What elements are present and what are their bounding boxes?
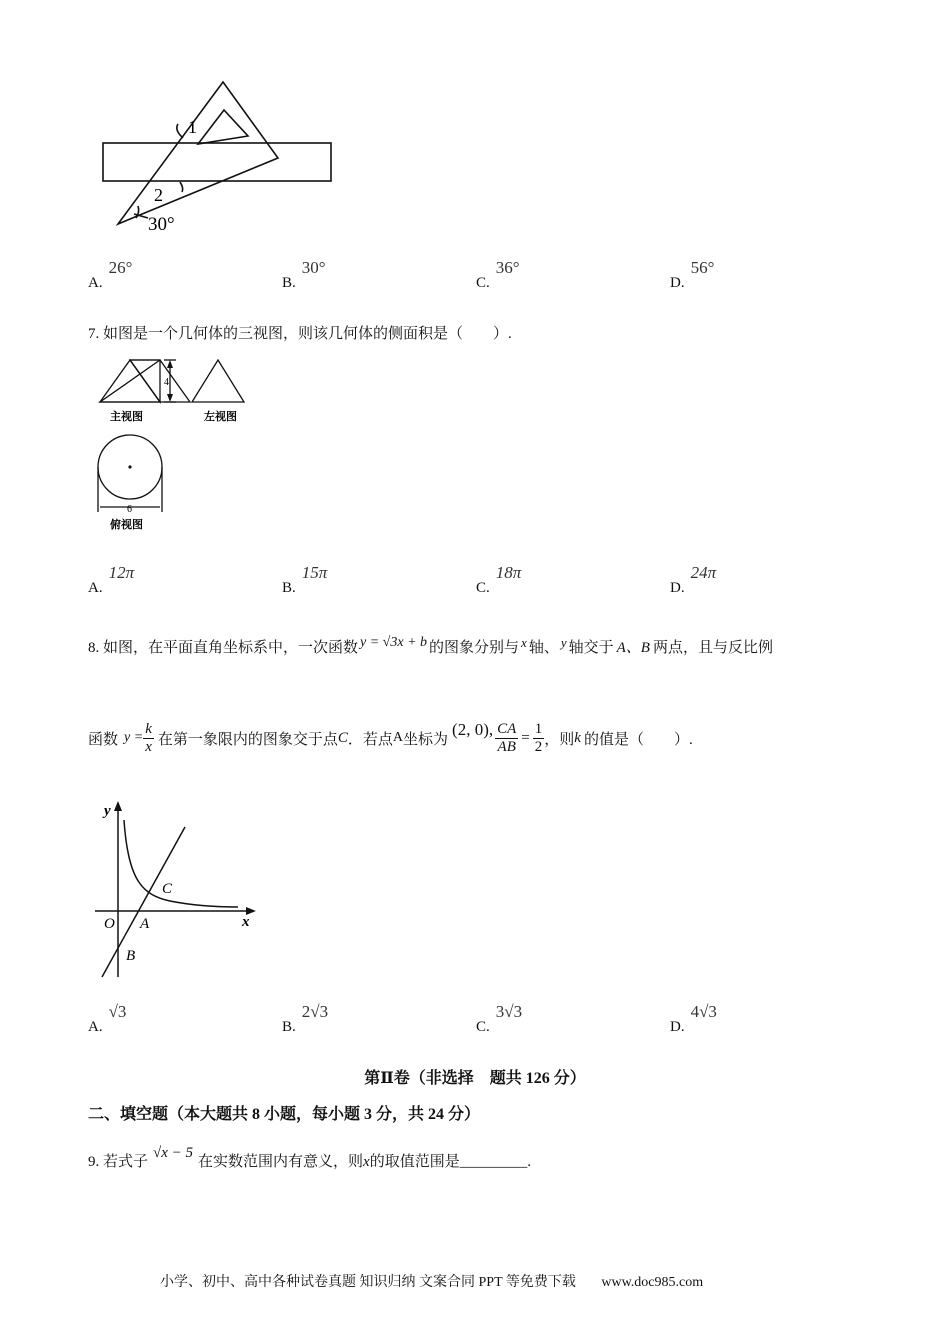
point-b-label: B: [126, 948, 136, 964]
q8-option-b[interactable]: B.2√3: [282, 1002, 329, 1035]
side-view-label: 左视图: [204, 411, 237, 423]
sqrt-expression: √x − 5: [153, 1145, 194, 1161]
origin-label: O: [104, 916, 115, 932]
angle2-label: 2: [154, 185, 163, 205]
q7-option-d[interactable]: D.24π: [670, 563, 717, 596]
q6-option-c[interactable]: C.36°: [476, 258, 520, 291]
x-axis-label: x: [242, 914, 250, 930]
section2-title: 二、填空题（本大题共 8 小题，每小题 3 分，共 24 分）: [88, 1106, 481, 1123]
ratio-fraction: $\frac{CA}{AB}$: [497, 720, 517, 755]
footer: [160, 1271, 703, 1291]
ruler-rect: [103, 143, 331, 181]
inverse-func-fraction: $\frac{k}{x}$: [145, 720, 152, 755]
front-view-shape: [130, 360, 160, 402]
y-axis-arrow: [114, 801, 122, 811]
y-axis-label: y: [104, 803, 111, 819]
q8-line2: 函数 y = $\frac{k}{x}$ 在第一象限内的图象交于点 C ．若点 A 坐标为 (2, 0), $\frac{CA}{AB}$ = $\frac{1}{2}$ ，则 k 的值是（ ）.: [88, 720, 693, 755]
q8-option-d[interactable]: D.4√3: [670, 1002, 717, 1035]
point-a-label: A: [140, 916, 150, 932]
side-view-shape: [192, 360, 244, 402]
q8-line1: 8. 如图，在平面直角坐标系中，一次函数 y = √3x + b 的图象分别与 x 轴、 y 轴交于 A、B 两点，且与反比例: [88, 635, 773, 656]
point-c-label: C: [162, 881, 173, 897]
front-view-label: 主视图: [110, 411, 143, 423]
q7-figure: [92, 352, 262, 534]
top-view-center: [128, 465, 131, 468]
q7-option-a[interactable]: A.12π: [88, 563, 135, 596]
q9-line: 9. 若式子√x − 5在实数范围内有意义，则x的取值范围是_________.: [88, 1145, 531, 1170]
triangle-inner: [198, 110, 248, 144]
q7-option-b[interactable]: B.15π: [282, 563, 328, 596]
q6-option-d[interactable]: D.56°: [670, 258, 715, 291]
height-dim-label: 4: [164, 377, 169, 388]
top-view-label: 俯视图: [110, 519, 143, 531]
angle30-label: 30°: [148, 214, 175, 235]
half-fraction: $\frac{1}{2}$: [534, 720, 543, 755]
dim-arrow-up: [167, 360, 173, 368]
q6-option-b[interactable]: B.30°: [282, 258, 326, 291]
q7-option-c[interactable]: C.18π: [476, 563, 522, 596]
answer-blank[interactable]: _________: [459, 1154, 528, 1170]
dim-arrow-down: [167, 394, 173, 402]
angle1-label: 1: [188, 117, 197, 137]
q6-option-a[interactable]: A.26°: [88, 258, 133, 291]
q6-figure: [98, 78, 343, 238]
q7-stem: 7. 如图是一个几何体的三视图，则该几何体的侧面积是（ ）.: [88, 326, 512, 342]
q8-option-a[interactable]: A.√3: [88, 1002, 127, 1035]
footer-text: 小学、初中、高中各种试卷真题 知识归纳 文案合同 PPT 等免费下载: [160, 1275, 576, 1290]
width-dim-label: 6: [127, 504, 132, 515]
footer-url[interactable]: www.doc985.com: [601, 1275, 704, 1290]
q8-linear-func: y = √3x + b: [360, 635, 428, 650]
q8-option-c[interactable]: C.3√3: [476, 1002, 523, 1035]
triangle-outer: [118, 82, 278, 224]
angle2-arc: [180, 182, 183, 192]
angle1-arc: [177, 124, 183, 138]
q8-figure: [90, 795, 265, 985]
part2-title: 第Ⅱ卷（非选择 题共 126 分）: [364, 1070, 586, 1087]
